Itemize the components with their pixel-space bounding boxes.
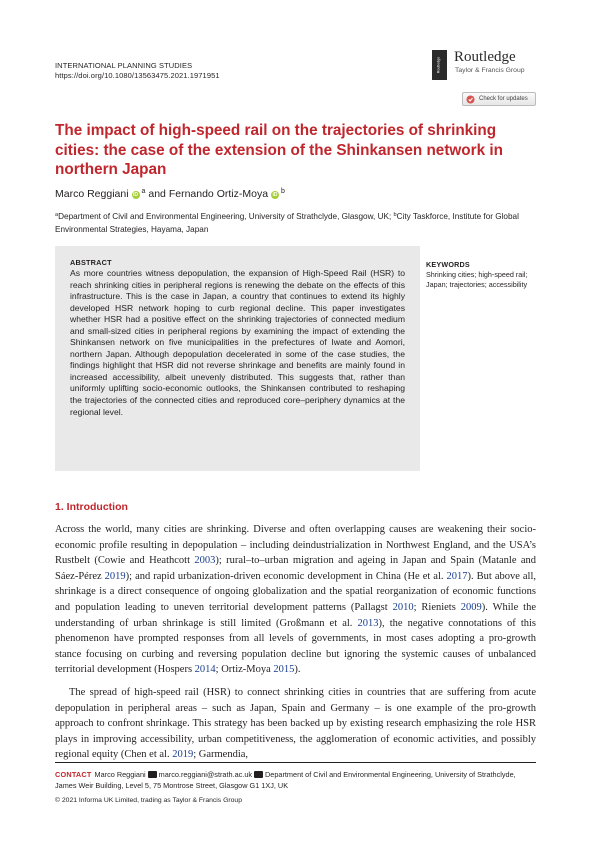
publisher-name: Routledge — [454, 49, 516, 65]
copyright: © 2021 Informa UK Limited, trading as Taylor & Francis Group — [55, 797, 242, 804]
author-conjunction: and — [148, 188, 166, 200]
author-name[interactable]: Fernando Ortiz-Moya — [168, 188, 269, 200]
contact-address: Department of Civil and Environmental Engineering, University of Strathclyde, James Weir Building, Level 5, 75 Montrose Street, Glasgow G1 1XJ, UK — [55, 770, 516, 790]
abstract-text: As more countries witness depopulation, the expansion of High-Speed Rail (HSR) to reach shrinking cities in peripheral regions is renewing the debate on the effects of this infrastructure. This is the case in Japan, a country that continues to extend its highly developed HSR network hoping to curb regional decline. This paper investigates whether HSR had a positive effect on the shrinking trajectories of connected medium and small-sized cities in peripheral regions by examining the impact of extending the Shinkansen network on five municipalities in the prefectures of Iwate and Aomori, northern Japan. Although depopulation decelerated in some of the case studies, the findings highlight that HSR did not reverse shrinkage and benefits are mainly found in increased accessibility, albeit unevenly distributed. This suggests that, rather than uniformly uplifting socio-economic outlooks, the Shinkansen contributed to reshaping the trajectories of the connected cities and reproduced core–periphery dynamics at the regional level. — [70, 268, 405, 417]
affil-sup: a — [55, 212, 59, 218]
affiliation-b: City Taskforce, Institute for Global Environmental Strategies, Hayama, Japan — [55, 212, 519, 234]
logo-mark-text: Routledge — [436, 56, 441, 74]
journal-header — [55, 61, 220, 81]
check-updates-label: Check for updates — [479, 96, 528, 102]
abstract-heading: ABSTRACT — [70, 258, 112, 267]
citation-link[interactable]: 2010 — [392, 601, 414, 613]
orcid-icon[interactable]: iD — [133, 192, 139, 198]
citation-link[interactable]: 2009 — [460, 601, 482, 613]
citation-link[interactable]: 2017 — [446, 570, 468, 582]
author-list — [55, 185, 285, 201]
contact-label: CONTACT — [55, 770, 92, 779]
doi-link[interactable]: https://doi.org/10.1080/13563475.2021.1971951 — [55, 71, 220, 80]
citation-link[interactable]: 2019 — [172, 749, 194, 761]
body-paragraph: Across the world, many cities are shrinking. Diverse and often overlapping causes are weakening their socio-economic profile resulting in depopulation – including deindustrialization in Northwest England, and the USA’s Rustbelt (Cowie and Heathcott 2003); rural–to–urban migration and ageing in Japan and Spain (Matanle and Sáez-Pérez 2019); and rapid urbanization-driven economic development in China (He et al. 2017). But above all, shrinkage is a direct consequence of ongoing globalization and the spatial reorganization of economic functions and population leading to uneven territorial development patterns (Pallagst 2010; Rieniets 2009). While the understanding of urban shrinkage is still limited (Großmann et al. 2013), the negative connotations of this phenomenon have prompted responses from all levels of governments, in most cases adopting a pro-growth stance focusing on curbing and reversing population decline but ignoring the systemic causes of unbalanced territorial development (Hospers 2014; Ortiz-Moya 2015). — [55, 524, 537, 676]
contact-info — [55, 769, 536, 791]
author-name[interactable]: Marco Reggiani — [55, 188, 129, 200]
article-title: The impact of high-speed rail on the trajectories of shrinking cities: the case of the extension of the Shinkansen network in northern Japan — [55, 122, 503, 178]
body-paragraph: The spread of high-speed rail (HSR) to connect shrinking cities in countries that are suffering from acute depopulation in peripheral areas – such as Japan, Spain and Germany – is one example of the pro-growth approach to confront shrinkage. This strategy has been backed up by existing research emphasizing the role HSR plays in improving accessibility, urban competitiveness, the agglomeration of economic activities, and possibly regional equity (Chen et al. 2019; Garmendia, — [55, 687, 536, 761]
keywords-text: Shrinking cities; high-speed rail; Japan; trajectories; accessibility — [426, 270, 528, 289]
affiliation-a: Department of Civil and Environmental Engineering, University of Strathclyde, Glasgow, UK; — [58, 212, 392, 221]
section-heading: 1. Introduction — [55, 501, 128, 513]
citation-link[interactable]: 2015 — [273, 664, 295, 676]
contact-name: Marco Reggiani — [94, 770, 146, 779]
check-updates-icon — [466, 95, 475, 104]
citation-link[interactable]: 2003 — [194, 555, 216, 567]
citation-link[interactable]: 2013 — [357, 617, 379, 629]
check-for-updates-button[interactable] — [462, 92, 536, 106]
footer-divider — [55, 762, 536, 763]
affil-sup: b — [393, 212, 397, 218]
citation-link[interactable]: 2019 — [104, 570, 126, 582]
author-affil-sup: a — [141, 188, 146, 195]
address-icon — [254, 771, 263, 778]
email-icon — [148, 771, 157, 778]
orcid-icon[interactable]: iD — [272, 192, 278, 198]
publisher-logo[interactable] — [432, 48, 542, 82]
keywords-heading: KEYWORDS — [426, 260, 470, 269]
routledge-logo-icon — [432, 50, 447, 80]
author-affil-sup: b — [281, 188, 285, 195]
journal-name: INTERNATIONAL PLANNING STUDIES — [55, 61, 193, 70]
citation-link[interactable]: 2014 — [194, 664, 216, 676]
publisher-subtitle: Taylor & Francis Group — [455, 67, 525, 74]
contact-email[interactable]: marco.reggiani@strath.ac.uk — [158, 770, 253, 779]
affiliations — [55, 209, 535, 236]
